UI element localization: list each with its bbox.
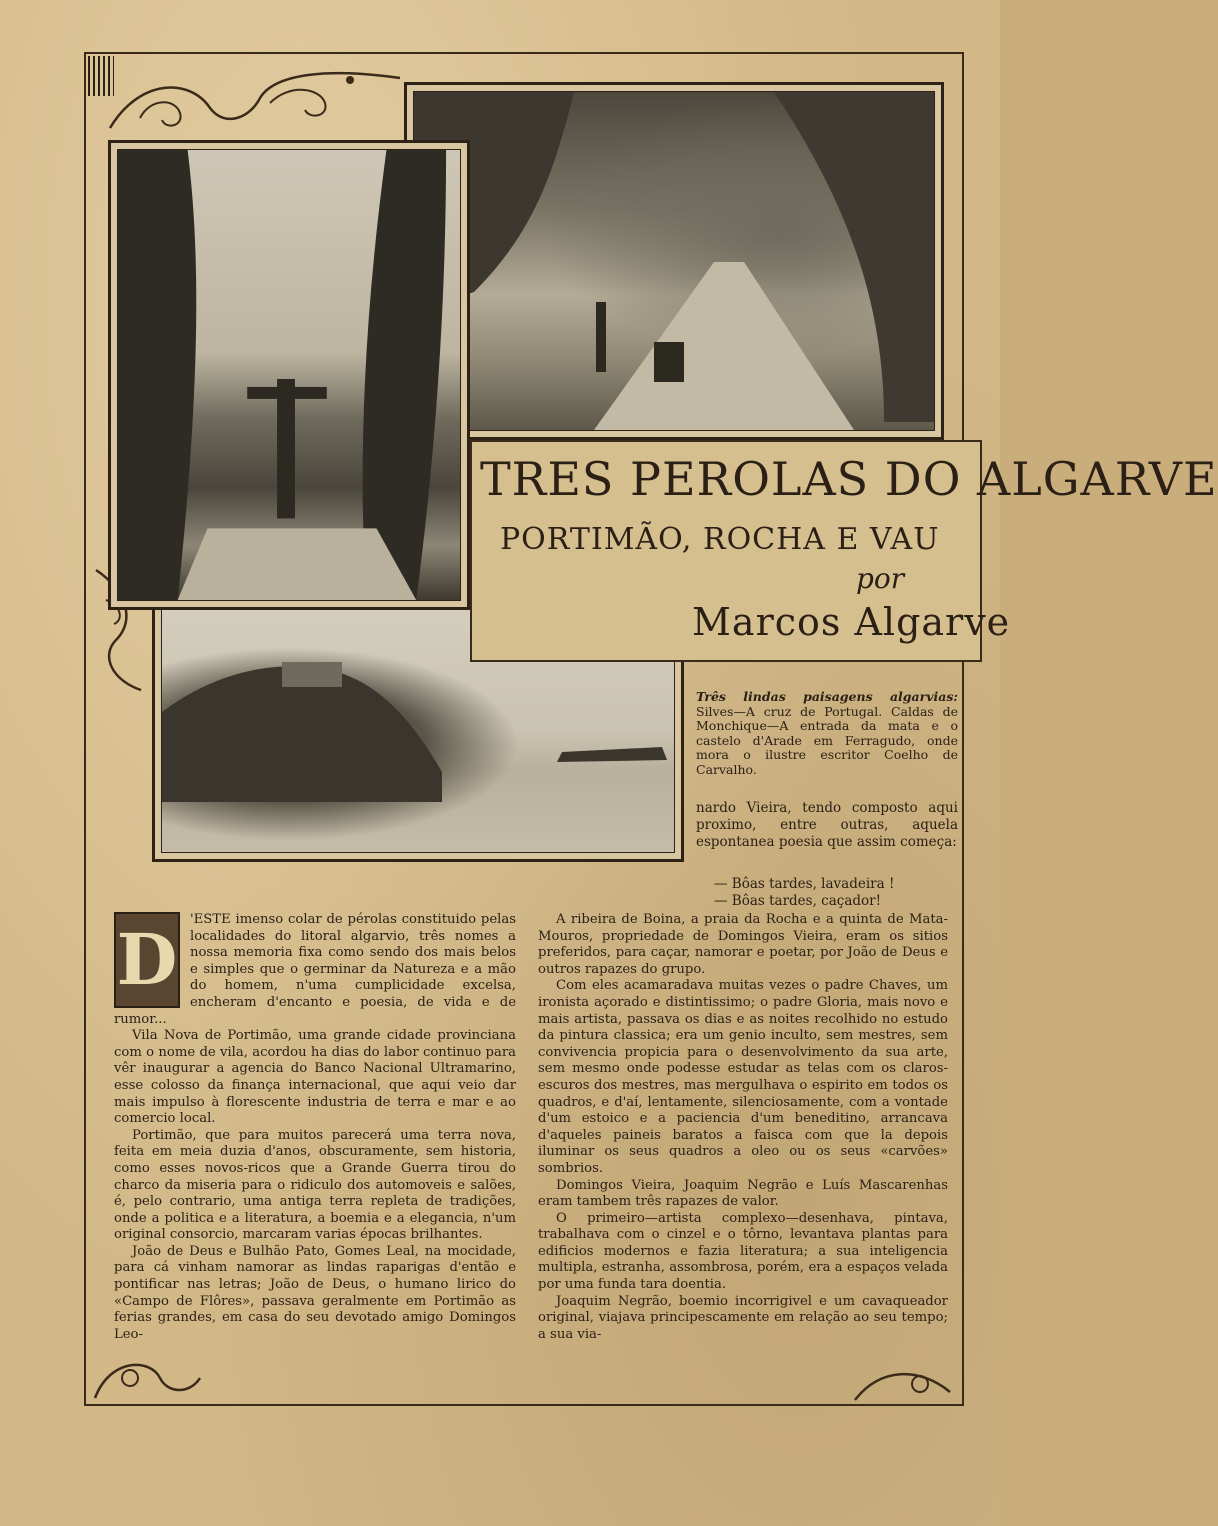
body-column-right xyxy=(538,912,948,1343)
paragraph: A ribeira de Boina, a praia da Rocha e a quinta de Mata-Mouros, propriedade de Domingos Vieira, eram os sitios preferidos, para caçar, namorar e poetar, por João de Deus e outros rapazes do grupo. xyxy=(538,912,948,977)
verse-line-1: — Bôas tardes, lavadeira ! xyxy=(714,876,895,892)
frame-bottom-rule xyxy=(84,1404,964,1406)
paragraph: Joaquim Negrão, boemio incorrigivel e um cavaqueador original, viajava principescamente em relação ao seu tempo; a sua via- xyxy=(538,1293,948,1342)
article-title: TRES PEROLAS DO ALGARVE xyxy=(480,452,1218,506)
paragraph: Vila Nova de Portimão, uma grande cidade provinciana com o nome de vila, acordou ha dias do labor continuo para vêr inaugurar a agencia do Banco Nacional Ultramarino, esse colosso da finança internacional, que aqui veio dar mais impulso à florescente industria de terra e mar e ao comercio local. xyxy=(114,1028,516,1127)
paragraph: Portimão, que para muitos parecerá uma terra nova, feita em meia duzia d'anos, obscuramente, sem historia, como esses novos-ricos que a Grande Guerra tirou do charco da miseria para o ridiculo dos automoveis e salões, é, pelo contrario, uma antiga terra repleta de tradições, onde a politica e a literatura, a boemia e a elegancia, n'um original consorcio, marcaram varias épocas brilhantes. xyxy=(114,1127,516,1243)
paragraph: Com eles acamaradava muitas vezes o padre Chaves, um ironista açorado e distintissimo; o padre Gloria, mais novo e mais artista, passava os dias e as noites recolhido no estudo da pintura classica; era um genio inculto, sem mestres, sem convivencia propicia para o desenvolvimento da sua arte, sem mesmo onde podesse estudar as telas com os claros-escuros dos mestres, mas mergulhava o espirito em todos os quadros, e d'aí, lentamente, silenciosamente, com a vontade d'um estoico e a paciencia d'um beneditino, arrancava d'aqueles paineis baratos a faisca com que la depois iluminar os seus quadros a oleo ou os seus «carvões» sombrios. xyxy=(538,978,948,1176)
flourish-bottom-right-ornament xyxy=(850,1362,960,1406)
byline-author: Marcos Algarve xyxy=(692,600,1011,644)
frame-top-rule xyxy=(84,52,964,54)
dropcap-letter: D xyxy=(114,912,180,1008)
paragraph xyxy=(114,912,516,1028)
caption-lead: Três lindas paisagens algarvias: xyxy=(696,689,958,704)
cross-drawing xyxy=(118,150,460,600)
verse-line-2: — Bôas tardes, caçador! xyxy=(714,893,882,909)
forest-drawing xyxy=(414,92,934,430)
photo-monchique-forest xyxy=(404,82,944,440)
right-column-top xyxy=(696,800,958,851)
photo-caption xyxy=(696,690,958,778)
right-column-top-text: nardo Vieira, tendo composto aqui proximo, entre outras, aquela espontanea poesia que assim começa: xyxy=(696,800,958,850)
article-subtitle: PORTIMÃO, ROCHA E VAU xyxy=(500,522,940,557)
paragraph-text: 'ESTE imenso colar de pérolas constituido pelas localidades do litoral algarvio, três nomes a nossa memoria fixa como sendo dos mais belos e simples que o germinar da Natureza e a mão do homem, n'uma cumplicidade excelsa, encheram d'encanto e poesia, de vida e de rumor... xyxy=(114,912,516,1027)
byline-por: por xyxy=(856,562,905,595)
paragraph: João de Deus e Bulhão Pato, Gomes Leal, na mocidade, para cá vinham namorar as lindas raparigas d'então e pontificar nas letras; João de Deus, o humano lirico do «Campo de Flôres», passava geralmente em Portimão as ferias grandes, em casa do seu devotado amigo Domingos Leo- xyxy=(114,1243,516,1342)
flourish-top-ornament xyxy=(100,58,420,148)
frame-left-rule xyxy=(84,52,86,1406)
body-column-left xyxy=(114,912,516,1343)
cross-image xyxy=(117,149,461,601)
forest-image xyxy=(413,91,935,431)
paragraph: O primeiro—artista complexo—desenhava, pintava, trabalhava com o cinzel e o tôrno, levantava plantas para edificios modernos e fazia literatura; a sua inteligencia multipla, estranha, assombrosa, porém, era a espaços velada por uma funda tara doentia. xyxy=(538,1210,948,1293)
caption-text: Silves—A cruz de Portugal. Caldas de Monchique—A entrada da mata e o castelo d'Arade em Ferragudo, onde mora o ilustre escritor Coelho de Carvalho. xyxy=(696,703,958,777)
photo-silves-cross xyxy=(108,140,470,610)
flourish-bottom-left-ornament xyxy=(90,1348,230,1404)
frame-right-rule xyxy=(962,52,964,1406)
paragraph: Domingos Vieira, Joaquim Negrão e Luís Mascarenhas eram tambem três rapazes de valor. xyxy=(538,1177,948,1210)
